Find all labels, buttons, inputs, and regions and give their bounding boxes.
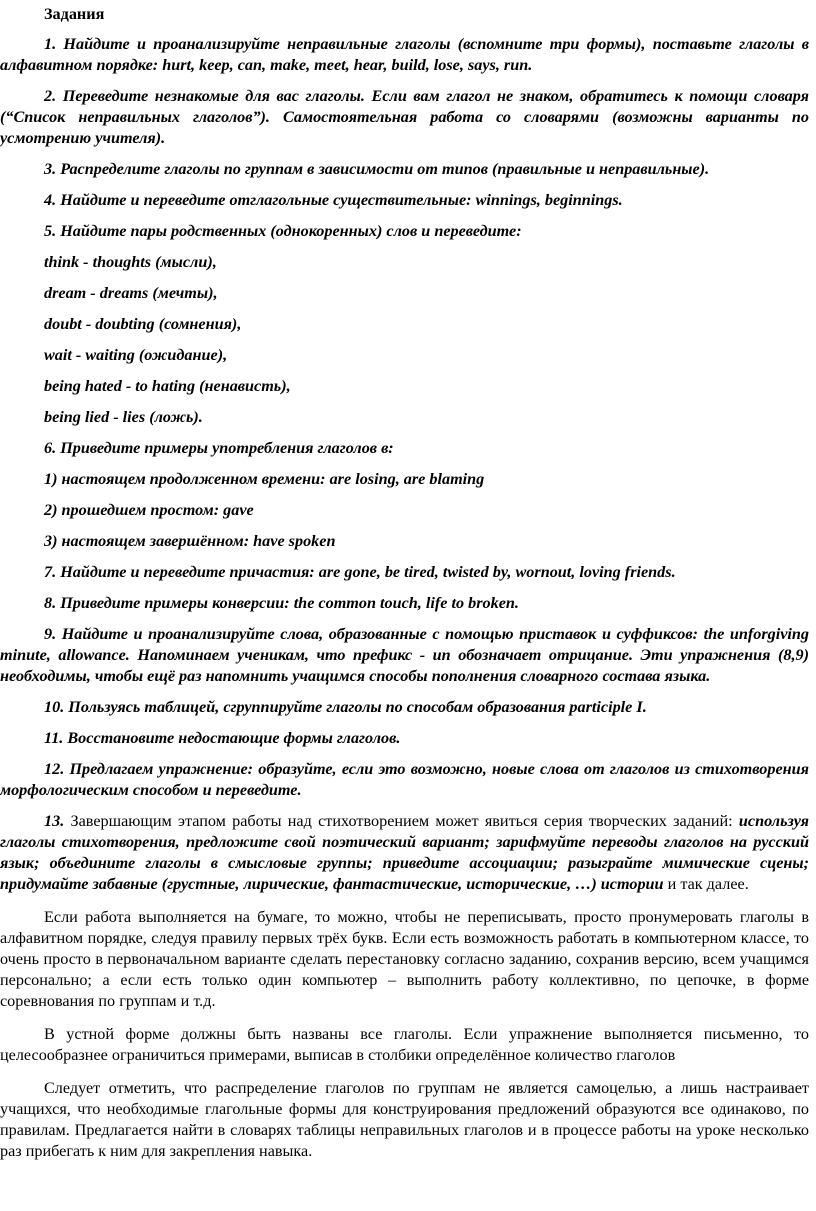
- task-5: 5. Найдите пары родственных (однокоренных) слов и переведите:: [44, 222, 522, 240]
- task-3: 3. Распределите глаголы по группам в зависимости от типов (правильные и неправильные).: [44, 160, 710, 178]
- word-pair: dream - dreams (мечты),: [44, 284, 218, 302]
- task-13: [0, 811, 809, 895]
- word-pair: wait - waiting (ожидание),: [44, 346, 228, 364]
- task-11: 11. Восстановите недостающие формы глаголов.: [44, 729, 401, 747]
- task-4: 4. Найдите и переведите отглагольные существительные: winnings, beginnings.: [44, 191, 623, 209]
- task-6-item: 1) настоящем продолженном времени: are losing, are blaming: [44, 470, 485, 488]
- task-13-number: 13.: [44, 812, 65, 830]
- task-8: 8. Приведите примеры конверсии: the common touch, life to broken.: [44, 594, 519, 612]
- word-pair: being hated - to hating (ненависть),: [44, 377, 291, 395]
- task-13-emphasis: используя глаголы стихотворения, предложите свой поэтический вариант; зарифмуйте переводы глаголов на русский язык; объедините глаголы в смысловые группы; приведите ассоциации; разыграйте мимические сцены; придумайте забавные (грустные, лирические, фантастические, исторические, …) истории: [0, 812, 809, 893]
- task-10: 10. Пользуясь таблицей, сгруппируйте глаголы по способам образования participle I.: [44, 698, 647, 716]
- word-pair: being lied - lies (ложь).: [44, 408, 203, 426]
- task-1: 1. Найдите и проанализируйте неправильные глаголы (вспомните три формы), поставьте глаголы в алфавитном порядке: hurt, keep, can, make, meet, hear, build, lose, says, run.: [0, 35, 809, 74]
- word-pair: think - thoughts (мысли),: [44, 253, 217, 271]
- body-paragraph: В устной форме должны быть названы все глаголы. Если упражнение выполняется письменно, то целесообразнее ограничиться примерами, выписав в столбики определённое количество глаголов: [0, 1025, 809, 1064]
- task-9: 9. Найдите и проанализируйте слова, образованные с помощью приставок и суффиксов: the unforgiving minute, allowance. Напоминаем ученикам, что префикс - un обозначает отрицание. Эти упражнения (8,9) необходимы, чтобы ещё раз напомнить учащимся способы пополнения словарного состава языка.: [0, 625, 809, 685]
- task-12: 12. Предлагаем упражнение: образуйте, если это возможно, новые слова от глаголов из стихотворения морфологическим способом и переведите.: [0, 760, 809, 799]
- task-13-tail: и так далее.: [663, 875, 749, 893]
- task-6-item: 3) настоящем завершённом: have spoken: [44, 532, 336, 550]
- section-heading: Задания: [44, 5, 105, 23]
- body-paragraph: Следует отметить, что распределение глаголов по группам не является самоцелью, а лишь настраивает учащихся, что необходимые глагольные формы для конструирования предложений образуются все одинаково, по правилам. Предлагается найти в словарях таблицы неправильных глаголов и в процессе работы на уроке несколько раз прибегать к ним для закрепления навыка.: [0, 1079, 809, 1160]
- body-paragraph: Если работа выполняется на бумаге, то можно, чтобы не переписывать, просто пронумеровать глаголы в алфавитном порядке, следуя правилу первых трёх букв. Если есть возможность работать в компьютерном классе, то очень просто в первоначальном варианте сделать перестановку согласно заданию, сохранив версию, всем учащимся персонально; а если есть только один компьютер – выполнить работу коллективно, по цепочке, в форме соревнования по группам и т.д.: [0, 908, 809, 1010]
- task-6-item: 2) прошедшем простом: gave: [44, 501, 254, 519]
- task-2: 2. Переведите незнакомые для вас глаголы. Если вам глагол не знаком, обратитесь к помощи словаря (“Список неправильных глаголов”). Самостоятельная работа со словарями (возможны варианты по усмотрению учителя).: [0, 87, 809, 147]
- task-7: 7. Найдите и переведите причастия: are gone, be tired, twisted by, wornout, loving friends.: [44, 563, 676, 581]
- word-pair: doubt - doubting (сомнения),: [44, 315, 242, 333]
- task-6: 6. Приведите примеры употребления глаголов в:: [44, 439, 394, 457]
- task-13-lead: Завершающим этапом работы над стихотворением может явиться серия творческих заданий:: [64, 812, 739, 830]
